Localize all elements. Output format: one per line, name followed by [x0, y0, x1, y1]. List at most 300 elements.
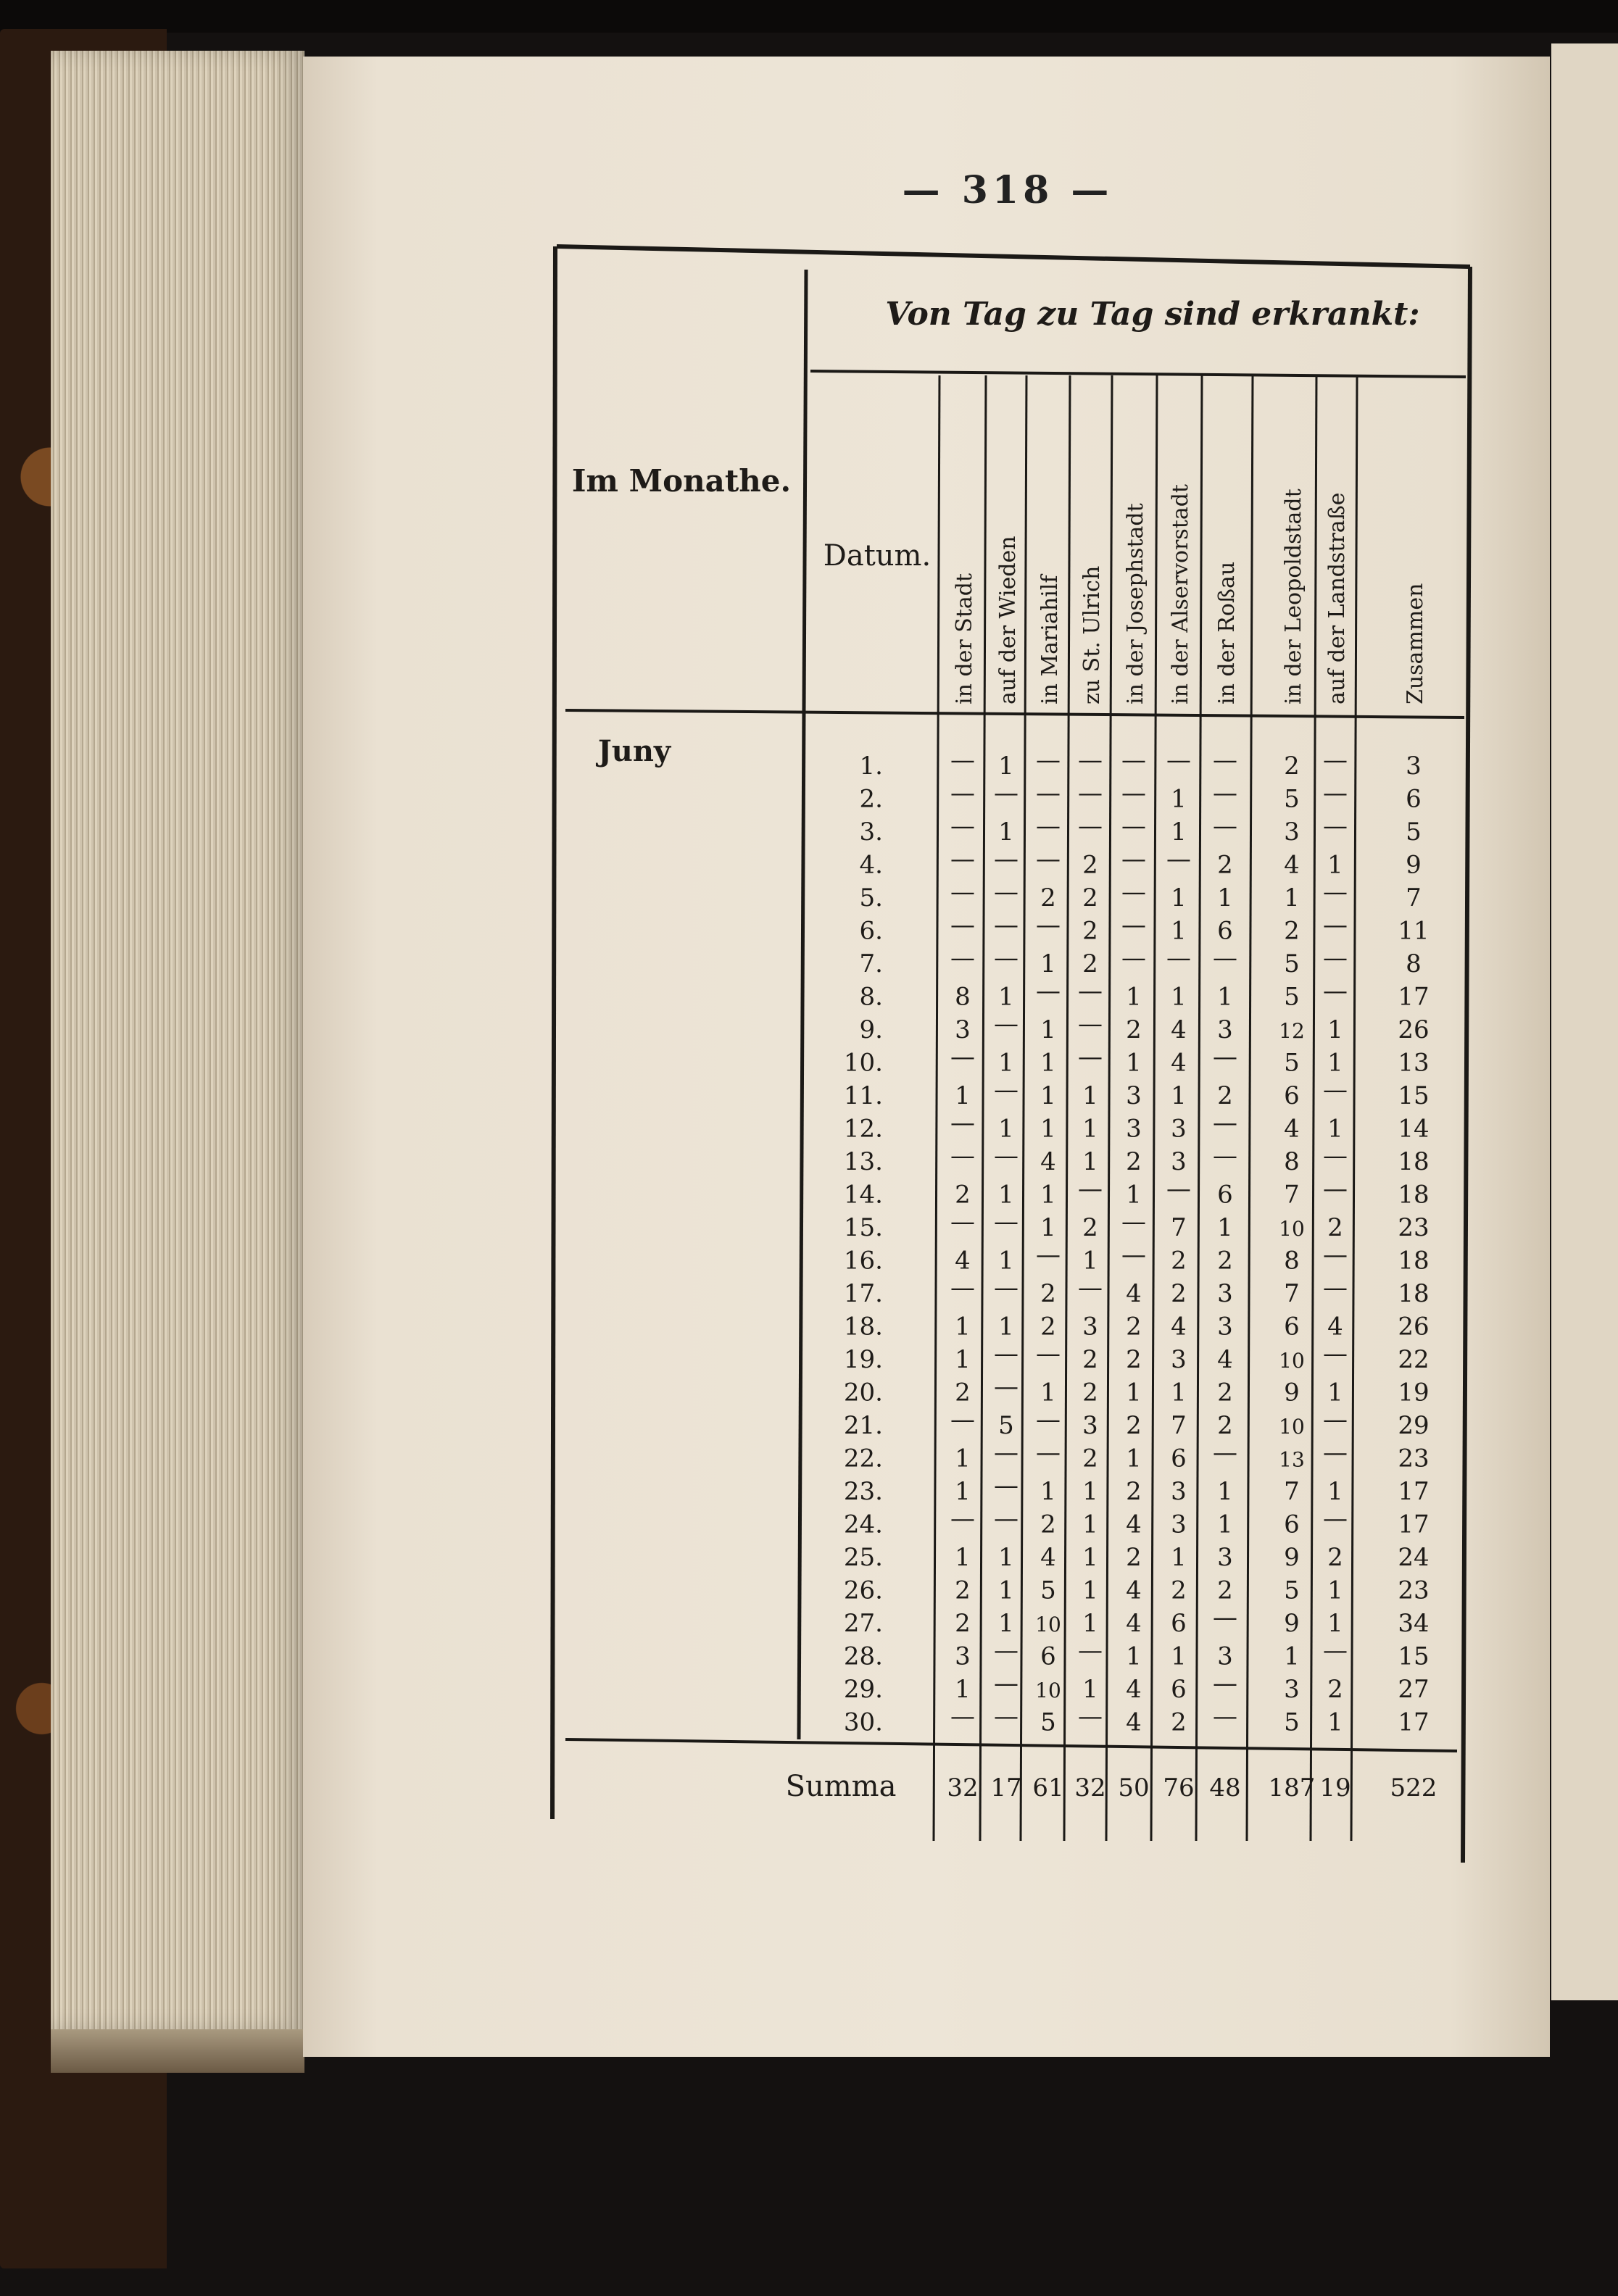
- value-cell: 8: [1406, 949, 1422, 978]
- value-cell: 11: [1398, 916, 1430, 946]
- value-cell: —: [1323, 1504, 1348, 1534]
- value-cell: 1: [1284, 1642, 1300, 1671]
- value-cell: —: [950, 844, 975, 874]
- value-cell: —: [1213, 1108, 1237, 1138]
- table-row: [860, 944, 1422, 978]
- district-header-4: in der Josephstadt: [1123, 503, 1148, 704]
- datum-cell: 24.: [843, 1510, 883, 1539]
- value-cell: —: [1323, 1405, 1348, 1434]
- table-row: [860, 845, 1422, 880]
- value-cell: —: [1078, 1174, 1103, 1204]
- value-cell: —: [1121, 778, 1146, 808]
- table-row: [844, 1543, 1430, 1572]
- rule-col-4: [1106, 375, 1112, 1841]
- value-cell: —: [1036, 1438, 1061, 1468]
- sum-cell: 48: [1209, 1773, 1241, 1802]
- rule-col-3: [1064, 375, 1070, 1841]
- value-cell: 2: [1040, 1312, 1056, 1342]
- district-header-0: in der Stadt: [952, 573, 977, 704]
- value-cell: —: [1078, 778, 1103, 808]
- datum-cell: 23.: [843, 1477, 883, 1506]
- value-cell: —: [1323, 1339, 1348, 1368]
- value-cell: 3: [1284, 1675, 1300, 1704]
- rule-col-8: [1311, 375, 1316, 1841]
- value-cell: 3: [1171, 1147, 1187, 1176]
- value-cell: 5: [1284, 982, 1300, 1012]
- value-cell: —: [1213, 1702, 1237, 1731]
- datum-cell: 15.: [843, 1213, 883, 1242]
- datum-cell: 19.: [843, 1345, 883, 1374]
- value-cell: 2: [1217, 1246, 1233, 1276]
- value-cell: 1: [955, 1081, 971, 1110]
- value-cell: 3: [955, 1642, 971, 1671]
- value-cell: 1: [1327, 1015, 1343, 1044]
- value-cell: 14: [1398, 1114, 1430, 1144]
- value-cell: —: [1323, 1438, 1348, 1468]
- value-cell: 3: [1217, 1279, 1233, 1308]
- value-cell: —: [1078, 976, 1103, 1006]
- value-cell: 2: [955, 1180, 971, 1210]
- value-cell: 2: [1217, 1411, 1233, 1440]
- value-cell: 13: [1398, 1048, 1430, 1078]
- datum-cell: 9.: [859, 1015, 883, 1044]
- sum-cell: 50: [1118, 1773, 1150, 1802]
- datum-cell: 11.: [843, 1081, 883, 1110]
- value-cell: 2: [1217, 1378, 1233, 1407]
- value-cell: 1: [1171, 818, 1187, 847]
- value-cell: 1: [955, 1345, 971, 1374]
- value-cell: 1: [1217, 982, 1233, 1012]
- rule-col-1: [980, 375, 986, 1841]
- value-cell: 2: [1126, 1543, 1142, 1572]
- value-cell: —: [994, 1141, 1018, 1170]
- value-cell: —: [1323, 1636, 1348, 1665]
- value-cell: 4: [1126, 1609, 1142, 1638]
- rule-col-6: [1196, 375, 1202, 1841]
- table-row: [844, 1576, 1430, 1605]
- value-cell: 1: [1082, 1609, 1098, 1638]
- value-cell: 6: [1217, 916, 1233, 946]
- value-cell: 9: [1284, 1543, 1300, 1572]
- value-cell: 2: [1171, 1576, 1187, 1605]
- sum-cell: 32: [947, 1773, 979, 1802]
- district-header-3: zu St. Ulrich: [1079, 565, 1105, 704]
- value-cell: —: [1036, 844, 1061, 874]
- value-cell: 7: [1171, 1213, 1187, 1242]
- rule-col-9: [1351, 375, 1357, 1841]
- value-cell: 5: [1284, 784, 1300, 814]
- value-cell: 1: [1171, 784, 1187, 814]
- value-cell: 1: [1126, 1378, 1142, 1407]
- table-row: [860, 911, 1430, 946]
- value-cell: 1: [1327, 850, 1343, 880]
- value-cell: 13: [1279, 1447, 1305, 1472]
- value-cell: 1: [955, 1477, 971, 1506]
- value-cell: 1: [998, 982, 1014, 1012]
- value-cell: 10: [1279, 1415, 1305, 1439]
- value-cell: 2: [1171, 1279, 1187, 1308]
- value-cell: 2: [1082, 1444, 1098, 1473]
- value-cell: —: [950, 1042, 975, 1072]
- value-cell: 2: [1327, 1213, 1343, 1242]
- value-cell: 26: [1398, 1312, 1430, 1342]
- value-cell: —: [1121, 812, 1146, 841]
- value-cell: 1: [1040, 1180, 1056, 1210]
- value-cell: —: [1121, 944, 1146, 973]
- value-cell: —: [1323, 944, 1348, 973]
- rule-col-7: [1247, 375, 1253, 1841]
- value-cell: —: [1213, 1603, 1237, 1632]
- datum-cell: 25.: [843, 1543, 883, 1572]
- value-cell: —: [994, 1504, 1018, 1534]
- table-row: [844, 1207, 1430, 1242]
- value-cell: —: [1323, 1174, 1348, 1204]
- table-row: [844, 1076, 1430, 1110]
- value-cell: 26: [1398, 1015, 1430, 1044]
- value-cell: 5: [1406, 818, 1422, 847]
- value-cell: 18: [1398, 1246, 1430, 1276]
- value-cell: —: [950, 1702, 975, 1731]
- value-cell: 3: [1126, 1114, 1142, 1144]
- value-cell: —: [1121, 878, 1146, 907]
- value-cell: 1: [1327, 1477, 1343, 1506]
- rule-month-datum: [799, 270, 806, 1739]
- value-cell: 10: [1035, 1679, 1061, 1702]
- value-cell: 18: [1398, 1147, 1430, 1176]
- value-cell: 1: [998, 752, 1014, 781]
- value-cell: —: [1166, 844, 1191, 874]
- value-cell: 1: [1171, 1543, 1187, 1572]
- value-cell: 5: [998, 1411, 1014, 1440]
- value-cell: 2: [955, 1576, 971, 1605]
- value-cell: 8: [1284, 1246, 1300, 1276]
- value-cell: 4: [1040, 1147, 1056, 1176]
- value-cell: 5: [1284, 1708, 1300, 1737]
- value-cell: 1: [998, 1180, 1014, 1210]
- value-cell: 1: [1171, 1081, 1187, 1110]
- value-cell: 3: [1217, 1312, 1233, 1342]
- value-cell: 4: [1126, 1279, 1142, 1308]
- rule-under-header: [565, 710, 1464, 718]
- value-cell: 1: [1126, 982, 1142, 1012]
- datum-cell: 14.: [843, 1180, 883, 1210]
- value-cell: 6: [1217, 1180, 1233, 1210]
- value-cell: 3: [1217, 1642, 1233, 1671]
- value-cell: —: [1078, 746, 1103, 775]
- value-cell: 1: [1217, 1213, 1233, 1242]
- value-cell: 2: [1284, 752, 1300, 781]
- value-cell: 6: [1040, 1642, 1056, 1671]
- value-cell: 19: [1398, 1378, 1430, 1407]
- table-row: [844, 1669, 1430, 1704]
- month-label: Juny: [597, 734, 671, 768]
- value-cell: 1: [1040, 1048, 1056, 1078]
- value-cell: 17: [1398, 1510, 1430, 1539]
- value-cell: 1: [1327, 1576, 1343, 1605]
- table-row: [860, 977, 1430, 1012]
- datum-cell: 26.: [843, 1576, 883, 1605]
- datum-cell: 22.: [843, 1444, 883, 1473]
- value-cell: —: [1323, 1273, 1348, 1302]
- value-cell: 1: [1082, 1576, 1098, 1605]
- value-cell: 4: [1126, 1510, 1142, 1539]
- table-row: [844, 1109, 1430, 1144]
- datum-cell: 27.: [843, 1609, 883, 1638]
- rule-col-2: [1021, 375, 1026, 1841]
- district-header-9: Zusammen: [1403, 583, 1428, 704]
- value-cell: —: [1213, 778, 1237, 808]
- datum-cell: 18.: [843, 1312, 883, 1342]
- value-cell: 2: [1126, 1345, 1142, 1374]
- value-cell: 1: [1217, 883, 1233, 912]
- table-row: [844, 1175, 1430, 1210]
- table-row: [844, 1603, 1430, 1638]
- value-cell: 1: [998, 1543, 1014, 1572]
- value-cell: 8: [1284, 1147, 1300, 1176]
- value-cell: 3: [1406, 752, 1422, 781]
- value-cell: —: [994, 1669, 1018, 1698]
- table-row: [844, 1702, 1430, 1737]
- value-cell: —: [994, 778, 1018, 808]
- value-cell: 17: [1398, 1708, 1430, 1737]
- value-cell: 1: [1040, 949, 1056, 978]
- sum-cell: 19: [1319, 1773, 1351, 1802]
- rule-col-5: [1151, 375, 1157, 1841]
- value-cell: —: [994, 1372, 1018, 1402]
- value-cell: 2: [1217, 1576, 1233, 1605]
- value-cell: 5: [1284, 1048, 1300, 1078]
- value-cell: —: [1121, 1207, 1146, 1236]
- value-cell: 18: [1398, 1279, 1430, 1308]
- value-cell: —: [994, 1010, 1018, 1039]
- table-row: [844, 1141, 1430, 1176]
- value-cell: 5: [1040, 1576, 1056, 1605]
- value-cell: 2: [1171, 1708, 1187, 1737]
- value-cell: 1: [1217, 1510, 1233, 1539]
- value-cell: —: [1166, 746, 1191, 775]
- value-cell: —: [1036, 1339, 1061, 1368]
- value-cell: 23: [1398, 1576, 1430, 1605]
- value-cell: —: [994, 1207, 1018, 1236]
- value-cell: —: [950, 878, 975, 907]
- value-cell: 1: [1082, 1114, 1098, 1144]
- value-cell: 1: [998, 1312, 1014, 1342]
- value-cell: 1: [1126, 1444, 1142, 1473]
- table-row: [844, 1373, 1430, 1407]
- value-cell: —: [994, 1076, 1018, 1105]
- value-cell: 3: [1284, 818, 1300, 847]
- value-cell: —: [1323, 910, 1348, 940]
- datum-cell: 10.: [843, 1048, 883, 1078]
- datum-cell: 1.: [859, 752, 883, 781]
- value-cell: 4: [1284, 850, 1300, 880]
- value-cell: 23: [1398, 1213, 1430, 1242]
- value-cell: 4: [955, 1246, 971, 1276]
- value-cell: 8: [955, 982, 971, 1012]
- value-cell: —: [994, 844, 1018, 874]
- value-cell: —: [1323, 1240, 1348, 1270]
- value-cell: 7: [1171, 1411, 1187, 1440]
- value-cell: 1: [1327, 1048, 1343, 1078]
- value-cell: 2: [1082, 949, 1098, 978]
- sum-cell: 187: [1268, 1773, 1316, 1802]
- datum-cell: 16.: [843, 1246, 883, 1276]
- value-cell: —: [1213, 1669, 1237, 1698]
- value-cell: —: [1078, 1273, 1103, 1302]
- value-cell: —: [1323, 1141, 1348, 1170]
- value-cell: 2: [1082, 883, 1098, 912]
- datum-cell: 17.: [843, 1279, 883, 1308]
- table-row: [860, 779, 1422, 814]
- value-cell: —: [1036, 1405, 1061, 1434]
- table-row: [844, 1439, 1430, 1473]
- value-cell: 9: [1284, 1609, 1300, 1638]
- value-cell: 3: [1217, 1543, 1233, 1572]
- value-cell: —: [1036, 1240, 1061, 1270]
- value-cell: 1: [955, 1675, 971, 1704]
- datum-cell: 7.: [859, 949, 883, 978]
- district-header-8: auf der Landstraße: [1324, 492, 1350, 704]
- value-cell: 1: [1327, 1708, 1343, 1737]
- value-cell: 5: [1284, 1576, 1300, 1605]
- datum-cell: 2.: [859, 784, 883, 814]
- value-cell: 22: [1398, 1345, 1430, 1374]
- value-cell: 2: [1126, 1147, 1142, 1176]
- value-cell: 3: [1082, 1312, 1098, 1342]
- value-cell: —: [950, 1141, 975, 1170]
- value-cell: 4: [1171, 1015, 1187, 1044]
- value-cell: —: [1078, 1042, 1103, 1072]
- value-cell: 2: [1126, 1477, 1142, 1506]
- value-cell: —: [1078, 1636, 1103, 1665]
- value-cell: —: [994, 1471, 1018, 1500]
- value-cell: —: [1078, 812, 1103, 841]
- col-header-datum: Datum.: [823, 539, 932, 573]
- value-cell: —: [994, 1273, 1018, 1302]
- value-cell: —: [950, 1207, 975, 1236]
- value-cell: 1: [1171, 982, 1187, 1012]
- value-cell: 2: [1327, 1543, 1343, 1572]
- col-header-month: Im Monathe.: [571, 463, 792, 499]
- datum-cell: 4.: [859, 850, 883, 880]
- value-cell: 3: [1171, 1477, 1187, 1506]
- value-cell: 3: [1126, 1081, 1142, 1110]
- table-row: [860, 1010, 1430, 1044]
- value-cell: 3: [1171, 1345, 1187, 1374]
- value-cell: —: [1166, 1174, 1191, 1204]
- sum-cell: 76: [1163, 1773, 1195, 1802]
- value-cell: 6: [1171, 1444, 1187, 1473]
- value-cell: 1: [998, 1048, 1014, 1078]
- value-cell: 9: [1284, 1378, 1300, 1407]
- value-cell: 10: [1279, 1217, 1305, 1241]
- value-cell: 1: [1126, 1642, 1142, 1671]
- value-cell: —: [1121, 910, 1146, 940]
- datum-cell: 20.: [843, 1378, 883, 1407]
- value-cell: —: [950, 1273, 975, 1302]
- value-cell: 2: [1217, 1081, 1233, 1110]
- table-row: [844, 1273, 1430, 1308]
- value-cell: 1: [998, 1114, 1014, 1144]
- table-row: [844, 1471, 1430, 1506]
- value-cell: 1: [998, 1609, 1014, 1638]
- table-row: [860, 878, 1422, 912]
- value-cell: 2: [1040, 883, 1056, 912]
- value-cell: —: [1323, 812, 1348, 841]
- value-cell: 2: [1082, 1378, 1098, 1407]
- value-cell: 4: [1126, 1708, 1142, 1737]
- value-cell: 1: [1040, 1378, 1056, 1407]
- table-row: [844, 1339, 1430, 1374]
- value-cell: 4: [1171, 1048, 1187, 1078]
- value-cell: 4: [1040, 1543, 1056, 1572]
- value-cell: 7: [1406, 883, 1422, 912]
- value-cell: —: [994, 1636, 1018, 1665]
- value-cell: 6: [1284, 1312, 1300, 1342]
- value-cell: 15: [1398, 1642, 1430, 1671]
- value-cell: 27: [1398, 1675, 1430, 1704]
- value-cell: 2: [1082, 850, 1098, 880]
- value-cell: 2: [1171, 1246, 1187, 1276]
- value-cell: 1: [1040, 1081, 1056, 1110]
- value-cell: 3: [1171, 1510, 1187, 1539]
- value-cell: —: [1323, 778, 1348, 808]
- value-cell: 34: [1398, 1609, 1430, 1638]
- value-cell: 9: [1406, 850, 1422, 880]
- value-cell: —: [1323, 746, 1348, 775]
- value-cell: 17: [1398, 1477, 1430, 1506]
- value-cell: 1: [1082, 1510, 1098, 1539]
- value-cell: 4: [1217, 1345, 1233, 1374]
- value-cell: 2: [1126, 1015, 1142, 1044]
- value-cell: 2: [1126, 1411, 1142, 1440]
- table-row: [844, 1313, 1430, 1342]
- value-cell: —: [1213, 1141, 1237, 1170]
- value-cell: 6: [1171, 1609, 1187, 1638]
- rule-top: [557, 246, 1470, 267]
- value-cell: 1: [1082, 1477, 1098, 1506]
- table-row: [844, 1505, 1430, 1539]
- value-cell: —: [950, 746, 975, 775]
- value-cell: 1: [955, 1543, 971, 1572]
- value-cell: 1: [998, 818, 1014, 847]
- sum-label: Summa: [785, 1770, 897, 1803]
- value-cell: 1: [1171, 1378, 1187, 1407]
- value-cell: 3: [955, 1015, 971, 1044]
- value-cell: 4: [1126, 1576, 1142, 1605]
- value-cell: 4: [1171, 1312, 1187, 1342]
- value-cell: 1: [1327, 1378, 1343, 1407]
- datum-cell: 5.: [859, 883, 883, 912]
- table-body: [844, 746, 1430, 1737]
- value-cell: 1: [1171, 916, 1187, 946]
- value-cell: 5: [1284, 949, 1300, 978]
- value-cell: 2: [1082, 1345, 1098, 1374]
- value-cell: —: [1036, 812, 1061, 841]
- value-cell: —: [994, 1702, 1018, 1731]
- sum-row: [947, 1773, 1437, 1802]
- rule-above-sum: [565, 1739, 1457, 1751]
- value-cell: —: [1121, 746, 1146, 775]
- value-cell: 2: [955, 1609, 971, 1638]
- value-cell: 2: [1082, 1213, 1098, 1242]
- value-cell: 1: [1040, 1213, 1056, 1242]
- datum-cell: 12.: [843, 1114, 883, 1144]
- datum-cell: 8.: [859, 982, 883, 1012]
- value-cell: 4: [1327, 1312, 1343, 1342]
- value-cell: 1: [1082, 1543, 1098, 1572]
- value-cell: 6: [1171, 1675, 1187, 1704]
